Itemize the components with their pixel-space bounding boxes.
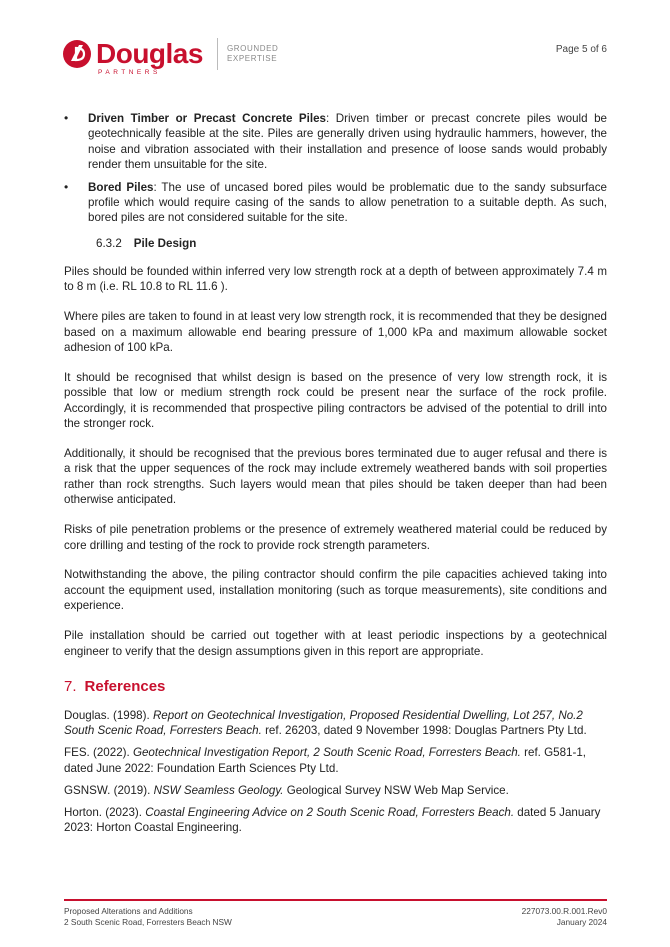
reference-details: Geological Survey NSW Web Map Service. <box>283 783 509 797</box>
section-heading-pile-design <box>96 236 607 251</box>
reference-details: ref. 26203, dated 9 November 1998: Douglas Partners Pty Ltd. <box>261 724 587 738</box>
douglas-logo-icon <box>62 39 92 69</box>
paragraph: Risks of pile penetration problems or the presence of extremely weathered material could be reduced by core drilling and testing of the rock to provide rock strength parameters. <box>64 523 607 552</box>
logo-divider <box>217 38 218 70</box>
reference-title: Coastal Engineering Advice on 2 South Scenic Road, Forresters Beach. <box>145 805 515 819</box>
section-title: Pile Design <box>133 236 197 250</box>
reference-title: Report on Geotechnical Investigation, Proposed Residential Dwelling, Lot 257, No.2 South Scenic Road, Forresters Beach. <box>64 708 583 738</box>
section-title: References <box>84 677 166 695</box>
paragraph: It should be recognised that whilst design is based on the presence of very low strength rock, it is possible that low or medium strength rock could be present near the surface of the rock profile. Accordingly, it is recommended that prospective piling contractors be advised of the potential to drill into the stronger rock. <box>64 370 607 431</box>
main-content <box>64 111 607 842</box>
reference-item <box>64 708 607 739</box>
paragraph: Piles should be founded within inferred very low strength rock at a depth of between approximately 7.4 m to 8 m (i.e. RL 10.8 to RL 11.6 ). <box>64 264 607 294</box>
brand-sub: PARTNERS <box>98 69 161 76</box>
list-item <box>64 180 607 226</box>
section-number: 7. <box>64 677 77 695</box>
reference-item <box>64 745 607 776</box>
paragraph: Pile installation should be carried out together with at least periodic inspections by a geotechnical engineer to verify that the design assumptions given in this report are appropriate. <box>64 629 607 658</box>
reference-author: Douglas. (1998). <box>64 708 153 722</box>
reference-title: NSW Seamless Geology. <box>153 783 284 797</box>
reference-author: FES. (2022). <box>64 746 133 760</box>
paragraph: Additionally, it should be recognised that the previous bores terminated due to auger refusal and there is a risk that the upper sequences of the rock may include extremely weathered bands with soil properties rather than rock strengths. Such layers would mean that piles should be taken deeper than had been otherwise anticipated. <box>64 447 607 507</box>
reference-item <box>64 805 607 836</box>
bullet-text: : Driven timber or precast concrete piles would be geotechnically feasible at the site. Piles are generally driven using hydraulic hammers, however, the noise and vibration associated with their installation and presence of loose sands would probably render them unsuitable for the site. <box>88 112 608 172</box>
footer-project-title: Proposed Alterations and Additions <box>64 906 193 916</box>
brand-tagline <box>227 44 278 64</box>
footer-divider <box>64 899 607 901</box>
company-logo <box>62 38 279 76</box>
page-number: Page 5 of 6 <box>555 44 607 55</box>
reference-title: Geotechnical Investigation Report, 2 South Scenic Road, Forresters Beach. <box>132 746 521 760</box>
footer-date: January 2024 <box>556 916 607 927</box>
section-heading-references <box>64 678 607 696</box>
paragraph: Where piles are taken to found in at least very low strength rock, it is recommended that they be designed based on a maximum allowable end bearing pressure of 1,000 kPa and maximum allowable socket adhesion of 100 kPa. <box>64 310 607 354</box>
tagline-line-2: EXPERTISE <box>226 54 278 63</box>
reference-author: GSNSW. (2019). <box>64 783 154 797</box>
tagline-line-1: GROUNDED <box>226 44 279 53</box>
bullet-title: Bored Piles <box>88 180 154 194</box>
reference-author: Horton. (2023). <box>64 805 146 819</box>
bullet-title: Driven Timber or Precast Concrete Piles <box>88 112 326 125</box>
reference-item <box>64 783 607 798</box>
reference-details: dated 5 January 2023: Horton Coastal Engineering. <box>64 805 601 834</box>
reference-details: ref. G581-1, dated June 2022: Foundation Earth Sciences Pty Ltd. <box>64 746 587 775</box>
brand-name: Douglas <box>96 38 203 69</box>
section-number: 6.3.2 <box>96 236 122 250</box>
pile-type-list <box>64 111 607 226</box>
footer-project-address: 2 South Scenic Road, Forresters Beach NSW <box>64 916 232 927</box>
bullet-text: : The use of uncased bored piles would be problematic due to the sandy subsurface profile which would require casing of the sands to allow penetration to a suitable depth. As such, bored piles are not considered suitable for the site. <box>88 180 607 225</box>
footer-reference <box>522 906 607 927</box>
footer-project <box>64 906 232 927</box>
list-item <box>64 111 607 173</box>
footer-report-number: 227073.00.R.001.Rev0 <box>521 906 607 916</box>
paragraph: Notwithstanding the above, the piling contractor should confirm the pile capacities achieved taking into account the equipment used, installation monitoring (such as torque measurements), site conditions and experience. <box>64 568 607 613</box>
